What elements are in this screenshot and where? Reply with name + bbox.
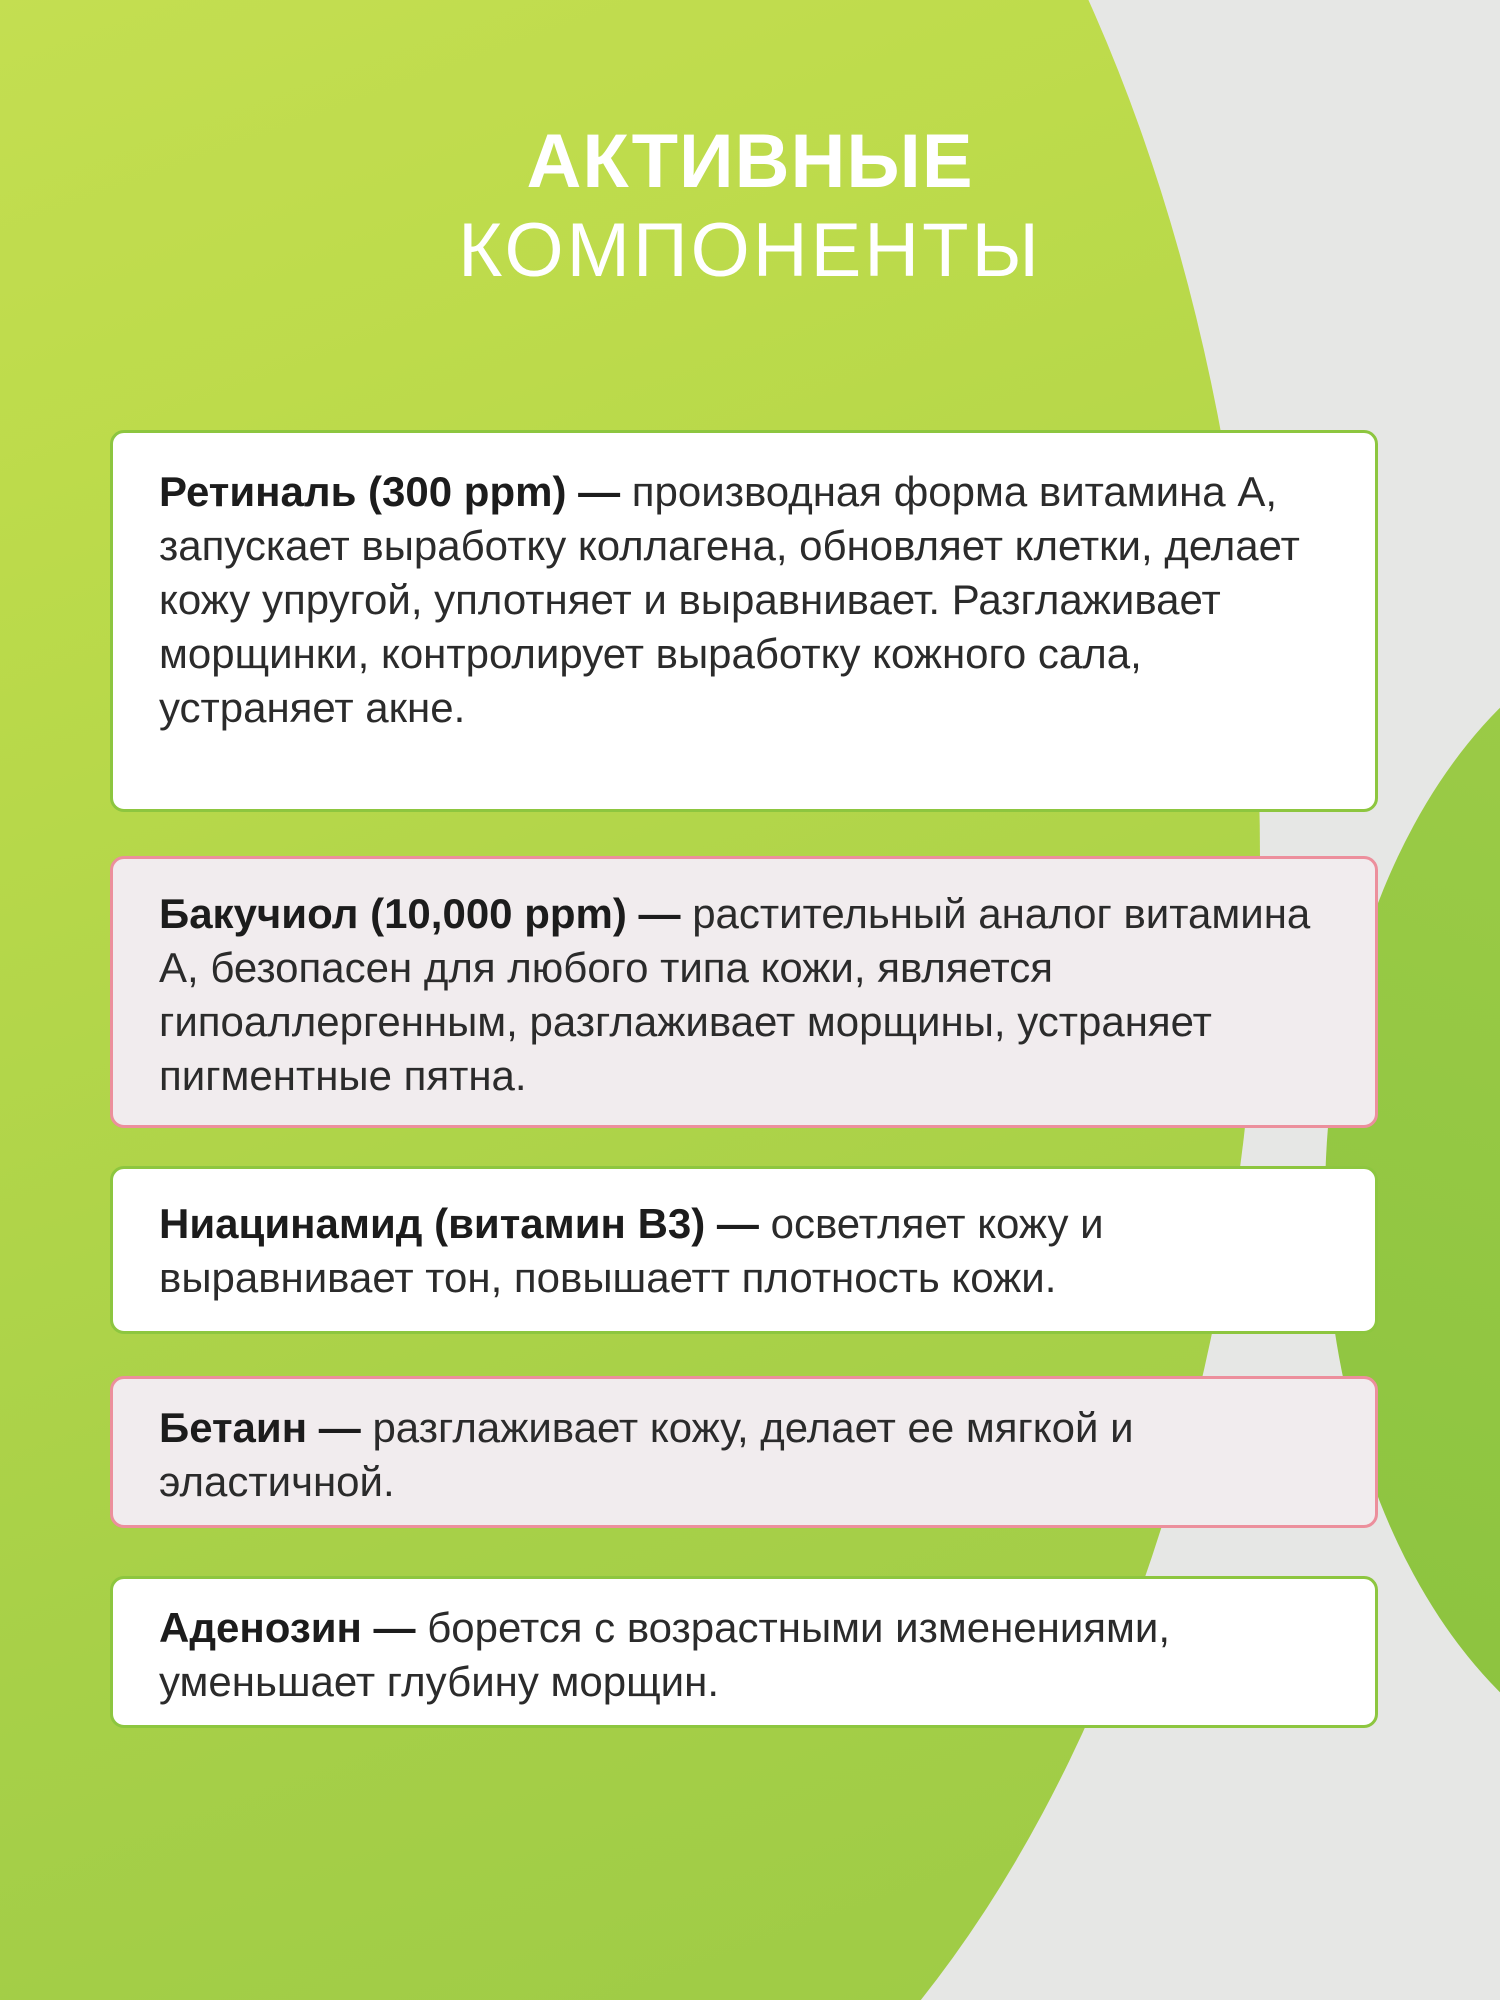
component-name: Бетаин — xyxy=(159,1404,361,1451)
title-line-1: АКТИВНЫЕ xyxy=(526,119,974,204)
component-description: осветляет кожу и выравнивает тон, повышаетт плотность кожи. xyxy=(159,1200,1104,1301)
component-name: Ретиналь (300 ppm) — xyxy=(159,468,621,515)
page-title xyxy=(0,118,1500,296)
component-name: Ниацинамид (витамин В3) — xyxy=(159,1200,759,1247)
component-description: производная форма витамина А, запускает выработку коллагена, обновляет клетки, делает кожу упругой, уплотняет и выравнивает. Разглаживает морщинки, контролирует выработку кожного сала, устраняет акне. xyxy=(159,468,1300,731)
component-card-retinal xyxy=(110,430,1378,812)
component-card-adenosine xyxy=(110,1576,1378,1728)
component-description: борется с возрастными изменениями, уменьшает глубину морщин. xyxy=(159,1604,1171,1705)
component-description: растительный аналог витамина А, безопасен для любого типа кожи, является гипоаллергенным, разглаживает морщины, устраняет пигментные пятна. xyxy=(159,890,1311,1099)
component-description: разглаживает кожу, делает ее мягкой и эластичной. xyxy=(159,1404,1134,1505)
component-text xyxy=(159,887,1335,1103)
component-text xyxy=(159,1601,1335,1709)
component-name: Аденозин — xyxy=(159,1604,416,1651)
component-text xyxy=(159,1197,1335,1305)
component-name: Бакучиол (10,000 ppm) — xyxy=(159,890,681,937)
component-text xyxy=(159,1401,1335,1509)
component-card-bakuchiol xyxy=(110,856,1378,1128)
component-card-niacinamide xyxy=(110,1166,1378,1334)
component-card-betaine xyxy=(110,1376,1378,1528)
component-text xyxy=(159,465,1335,735)
title-line-2: КОМПОНЕНТЫ xyxy=(458,208,1042,293)
